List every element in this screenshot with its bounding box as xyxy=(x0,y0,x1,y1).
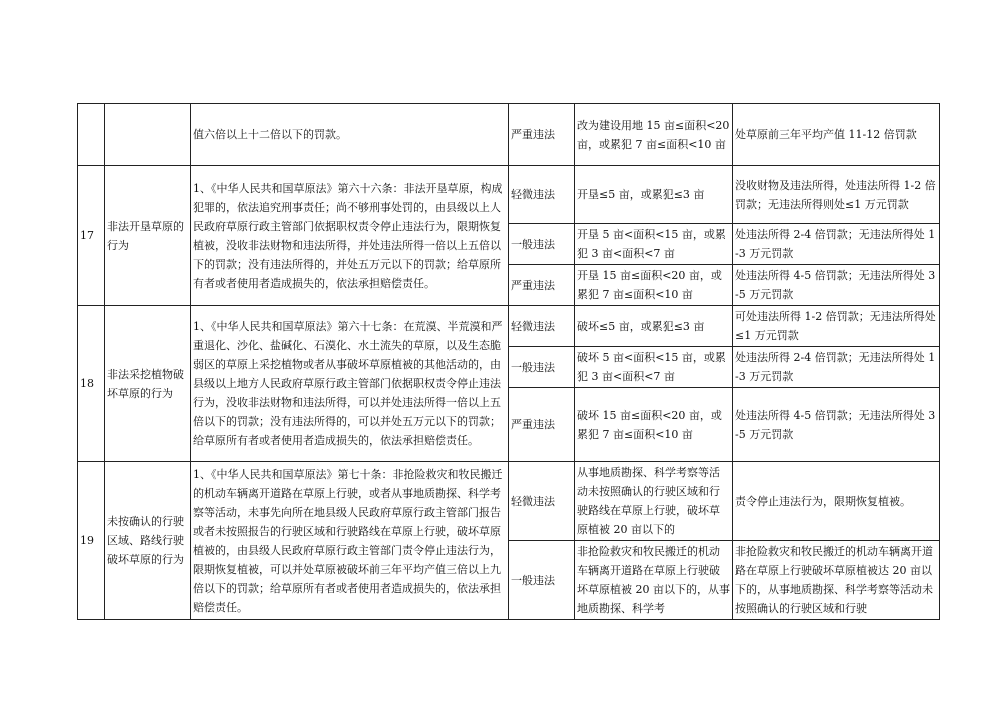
violation-condition: 非抢险救灾和牧民搬迁的机动车辆离开道路在草原上行驶破坏草原植被 20 亩以下的，从事地质勘探、科学考 xyxy=(575,541,733,620)
penalty-standards-table xyxy=(77,103,940,620)
table-row xyxy=(78,166,940,224)
severity-level: 一般违法 xyxy=(509,224,575,265)
severity-level: 轻微违法 xyxy=(509,166,575,224)
violation-condition: 破坏≤5 亩，或累犯≤3 亩 xyxy=(575,306,733,347)
severity-level: 一般违法 xyxy=(509,541,575,620)
row-number: 18 xyxy=(78,306,105,462)
penalty-standard: 处草原前三年平均产值 11-12 倍罚款 xyxy=(733,104,940,166)
legal-basis: 1、《中华人民共和国草原法》第七十条：非抢险救灾和牧民搬迁的机动车辆离开道路在草原上行驶，或者从事地质勘探、科学考察等活动，未事先向所在地县级人民政府草原行政主管部门报告或者未按照报告的行驶区域和行驶路线在草原上行驶，破坏草原植被的，由县级人民政府草原行政主管部门责令停止违法行为，限期恢复植被，可以并处草原被破坏前三年平均产值三倍以上九倍以下的罚款；给草原所有者或者使用者造成损失的，依法承担赔偿责任。 xyxy=(191,462,509,620)
penalty-standard: 可处违法所得 1-2 倍罚款；无违法所得处≤1 万元罚款 xyxy=(733,306,940,347)
violation-name: 未按确认的行驶区域、路线行驶破坏草原的行为 xyxy=(105,462,191,620)
severity-level: 严重违法 xyxy=(509,104,575,166)
row-number xyxy=(78,104,105,166)
severity-level: 轻微违法 xyxy=(509,462,575,541)
violation-condition: 破坏 15 亩≤面积<20 亩，或累犯 7 亩≤面积<10 亩 xyxy=(575,388,733,462)
severity-level: 严重违法 xyxy=(509,265,575,306)
penalty-standard: 责令停止违法行为，限期恢复植被。 xyxy=(733,462,940,541)
severity-level: 轻微违法 xyxy=(509,306,575,347)
penalty-standard: 处违法所得 4-5 倍罚款；无违法所得处 3-5 万元罚款 xyxy=(733,265,940,306)
severity-level: 严重违法 xyxy=(509,388,575,462)
table-row xyxy=(78,306,940,347)
violation-condition: 开垦 15 亩≤面积<20 亩，或累犯 7 亩≤面积<10 亩 xyxy=(575,265,733,306)
violation-name xyxy=(105,104,191,166)
violation-condition: 开垦≤5 亩，或累犯≤3 亩 xyxy=(575,166,733,224)
violation-condition: 改为建设用地 15 亩≤面积<20 亩，或累犯 7 亩≤面积<10 亩 xyxy=(575,104,733,166)
row-number: 17 xyxy=(78,166,105,306)
violation-condition: 开垦 5 亩<面积<15 亩，或累犯 3 亩<面积<7 亩 xyxy=(575,224,733,265)
table-row xyxy=(78,462,940,541)
violation-condition: 破坏 5 亩<面积<15 亩，或累犯 3 亩<面积<7 亩 xyxy=(575,347,733,388)
legal-basis: 1、《中华人民共和国草原法》第六十六条：非法开垦草原，构成犯罪的，依法追究刑事责任；尚不够刑事处罚的，由县级以上人民政府草原行政主管部门依据职权责令停止违法行为，限期恢复植被，没收非法财物和违法所得，并处违法所得一倍以上五倍以下的罚款；没有违法所得的，并处五万元以下的罚款；给草原所有者或者使用者造成损失的，依法承担赔偿责任。 xyxy=(191,166,509,306)
violation-name: 非法开垦草原的行为 xyxy=(105,166,191,306)
penalty-standard: 处违法所得 2-4 倍罚款；无违法所得处 1-3 万元罚款 xyxy=(733,347,940,388)
penalty-standard: 处违法所得 4-5 倍罚款；无违法所得处 3-5 万元罚款 xyxy=(733,388,940,462)
violation-name: 非法采挖植物破坏草原的行为 xyxy=(105,306,191,462)
penalty-standard: 非抢险救灾和牧民搬迁的机动车辆离开道路在草原上行驶破坏草原植被达 20 亩以下的，从事地质勘探、科学考察等活动未按照确认的行驶区域和行驶 xyxy=(733,541,940,620)
violation-condition: 从事地质勘探、科学考察等活动未按照确认的行驶区域和行驶路线在草原上行驶，破坏草原植被 20 亩以下的 xyxy=(575,462,733,541)
legal-basis: 1、《中华人民共和国草原法》第六十七条：在荒漠、半荒漠和严重退化、沙化、盐碱化、石漠化、水土流失的草原，以及生态脆弱区的草原上采挖植物或者从事破坏草原植被的其他活动的，由县级以上地方人民政府草原行政主管部门依据职权责令停止违法行为，没收非法财物和违法所得，可以并处违法所得一倍以上五倍以下的罚款；没有违法所得的，可以并处五万元以下的罚款；给草原所有者或者使用者造成损失的，依法承担赔偿责任。 xyxy=(191,306,509,462)
row-number: 19 xyxy=(78,462,105,620)
severity-level: 一般违法 xyxy=(509,347,575,388)
legal-basis: 值六倍以上十二倍以下的罚款。 xyxy=(191,104,509,166)
penalty-standard: 处违法所得 2-4 倍罚款；无违法所得处 1-3 万元罚款 xyxy=(733,224,940,265)
penalty-standard: 没收财物及违法所得，处违法所得 1-2 倍罚款；无违法所得则处≤1 万元罚款 xyxy=(733,166,940,224)
table-row xyxy=(78,104,940,166)
